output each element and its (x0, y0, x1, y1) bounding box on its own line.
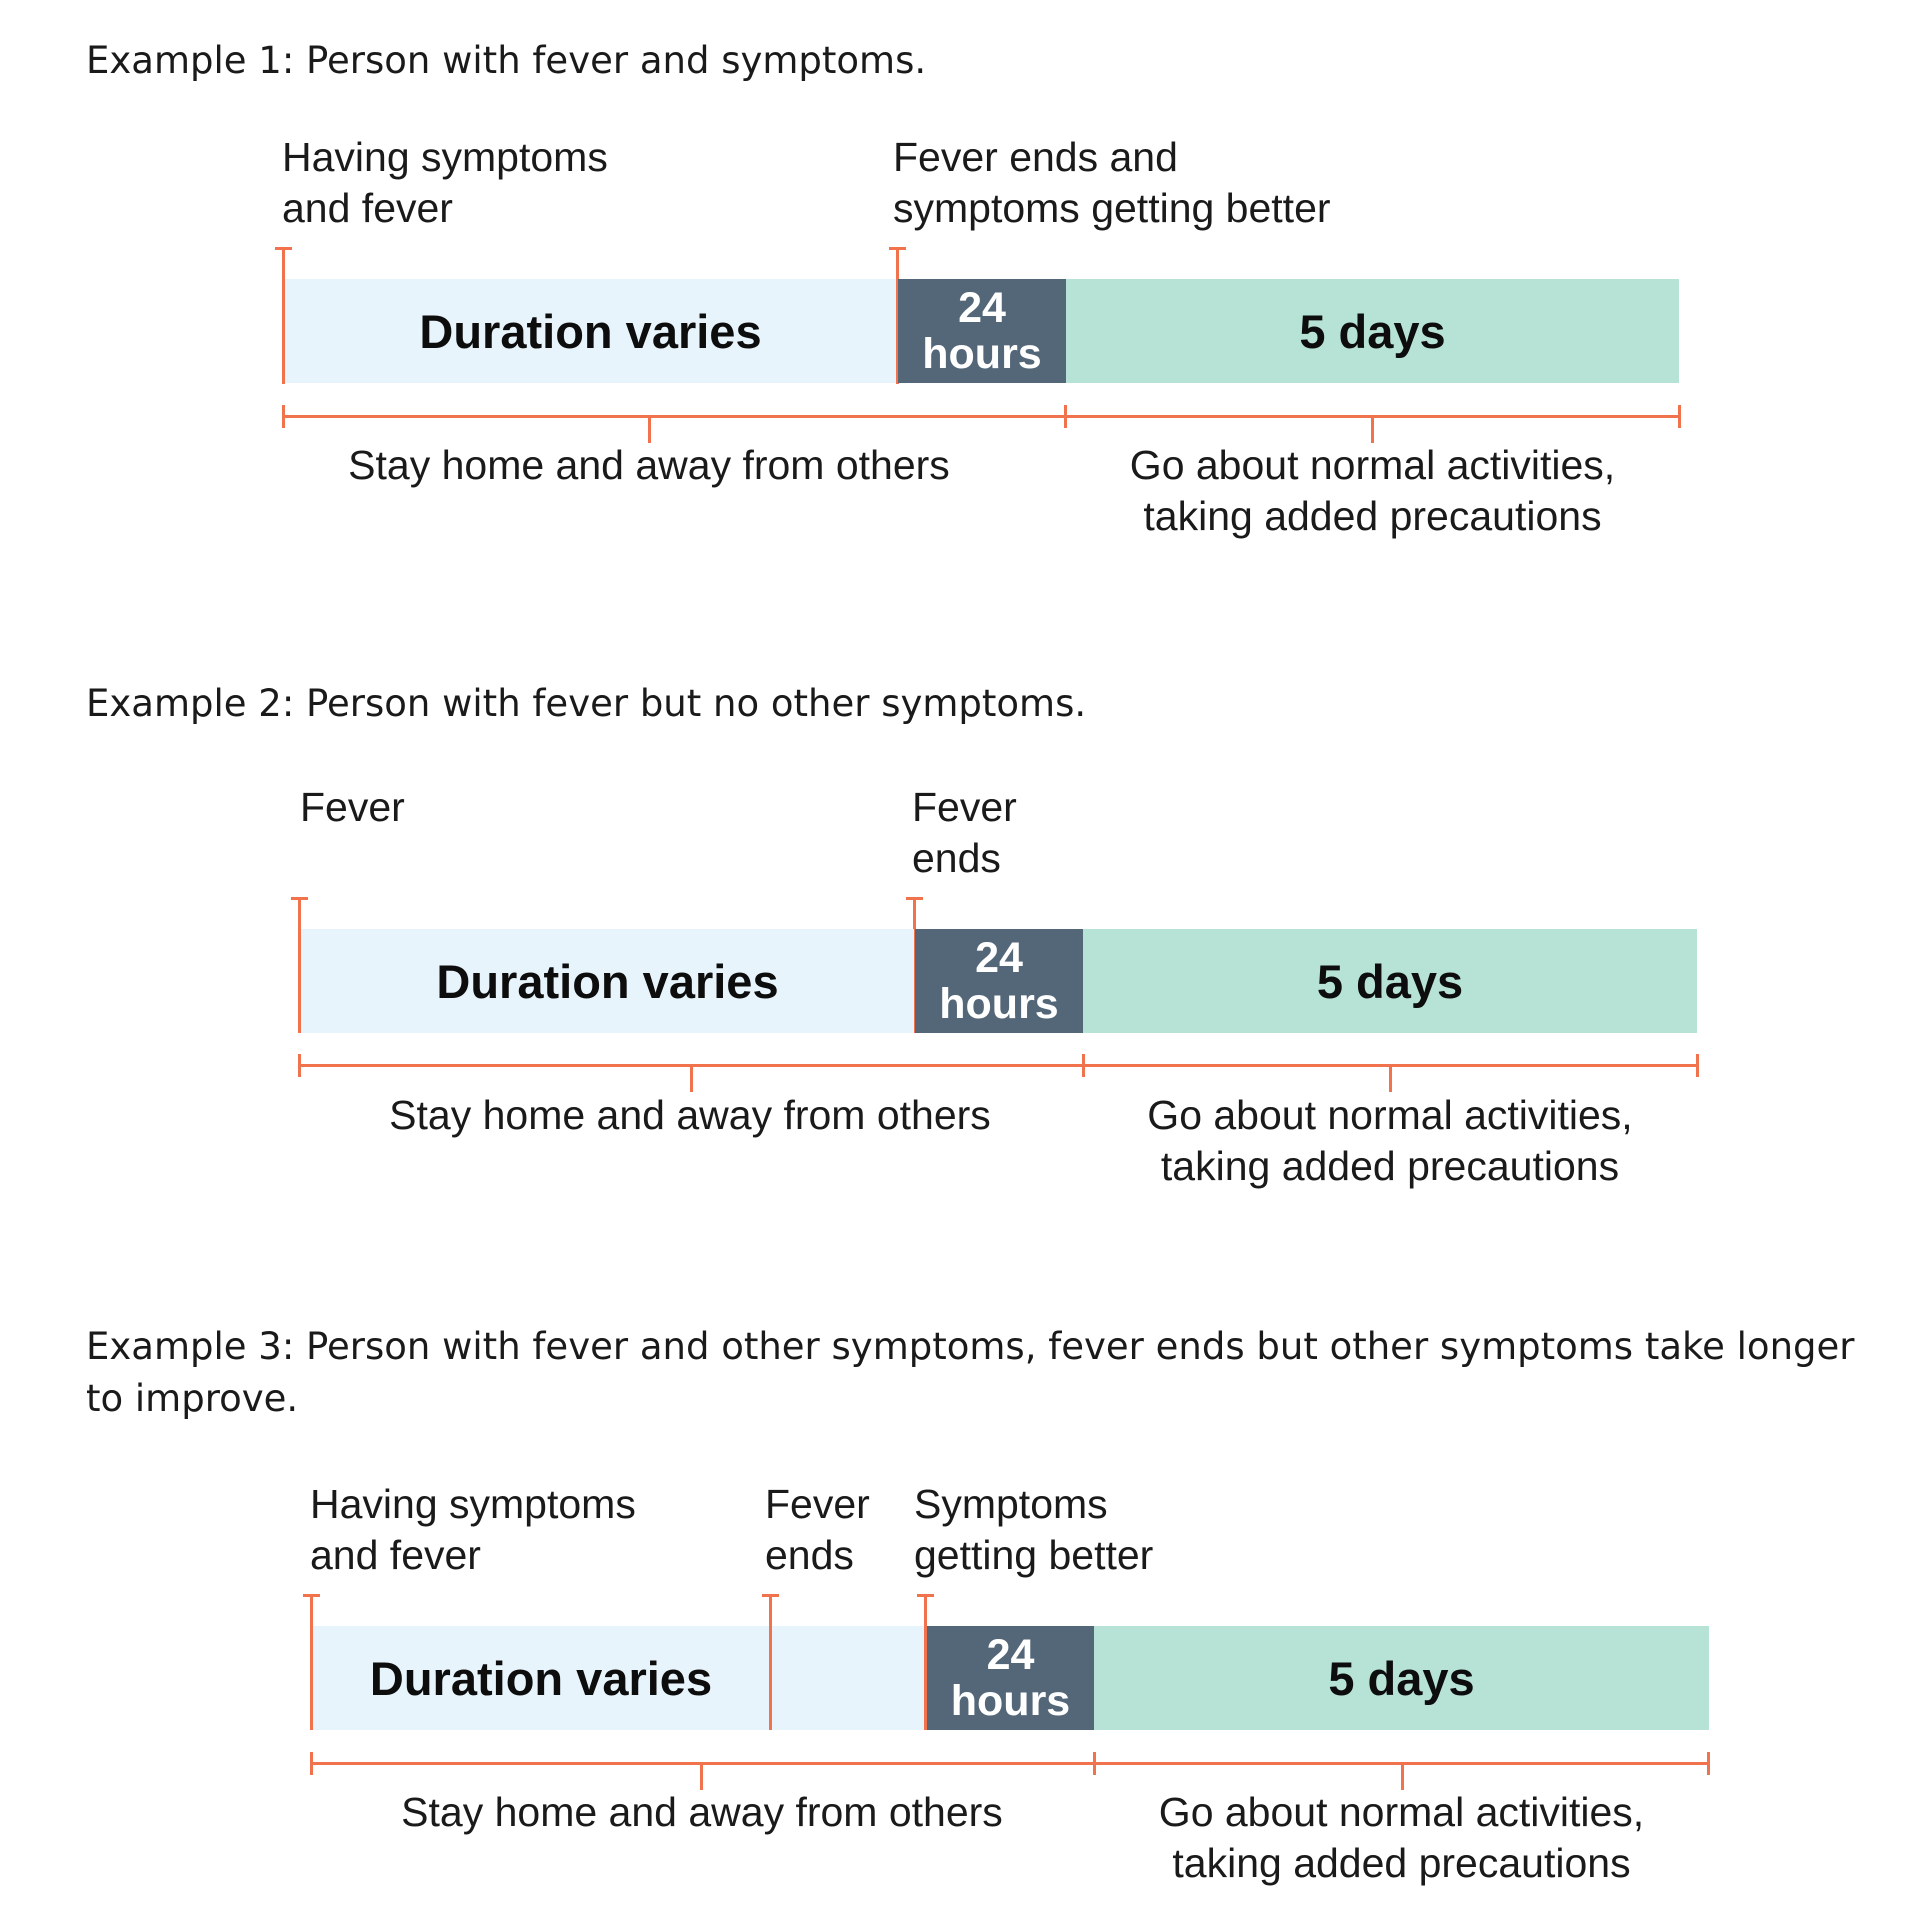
bracket-end (310, 1752, 313, 1775)
bracket-divider (1093, 1752, 1096, 1775)
example-title: Example 3: Person with fever and other symptoms, fever ends but other symptoms take longer to improve. (86, 1325, 1855, 1420)
example-title: Example 1: Person with fever and symptoms. (86, 39, 927, 82)
bracket-pointer (700, 1763, 703, 1790)
marker-label: Fever ends (765, 1481, 870, 1578)
symptoms-improving-segment (772, 1626, 924, 1730)
segment-label: 5 days (1328, 1651, 1475, 1705)
example-title: Example 2: Person with fever but no other symptoms. (86, 682, 1087, 725)
segment-label: 5 days (1316, 954, 1464, 1008)
marker-cap (762, 1594, 779, 1597)
segment-label: 24 hours (939, 934, 1059, 1028)
marker-label: Having symptoms and fever (282, 134, 608, 231)
marker-label: Fever ends (912, 784, 1017, 881)
bracket-line (310, 1762, 1710, 1765)
stay-home-label: Stay home and away from others (348, 442, 950, 488)
marker-label: Symptoms getting better (914, 1481, 1154, 1578)
bracket-pointer (1401, 1763, 1404, 1790)
normal-activities-label: Go about normal activities, taking added precautions (1129, 442, 1616, 539)
segment-label: 24 hours (922, 284, 1042, 378)
stay-home-label: Stay home and away from others (389, 1092, 991, 1138)
5-days-segment (1094, 1626, 1709, 1730)
segment-label: Duration varies (369, 1651, 713, 1705)
normal-activities-label: Go about normal activities, taking added precautions (1147, 1092, 1633, 1189)
segment-label: 24 hours (950, 1631, 1071, 1725)
marker-label: Fever ends and symptoms getting better (893, 134, 1331, 231)
marker-cap (303, 1594, 320, 1597)
segment-label: Duration varies (419, 304, 762, 358)
marker-cap (917, 1594, 934, 1597)
24-hours-segment (927, 1626, 1094, 1730)
duration-varies-segment (313, 1626, 769, 1730)
segment-label: 5 days (1299, 304, 1446, 358)
segment-label: Duration varies (436, 954, 779, 1008)
bracket-end (1707, 1752, 1710, 1775)
marker-label: Fever (300, 784, 405, 830)
normal-activities-label: Go about normal activities, taking added precautions (1158, 1789, 1645, 1886)
marker-label: Having symptoms and fever (310, 1481, 636, 1578)
stay-home-label: Stay home and away from others (401, 1789, 1003, 1835)
